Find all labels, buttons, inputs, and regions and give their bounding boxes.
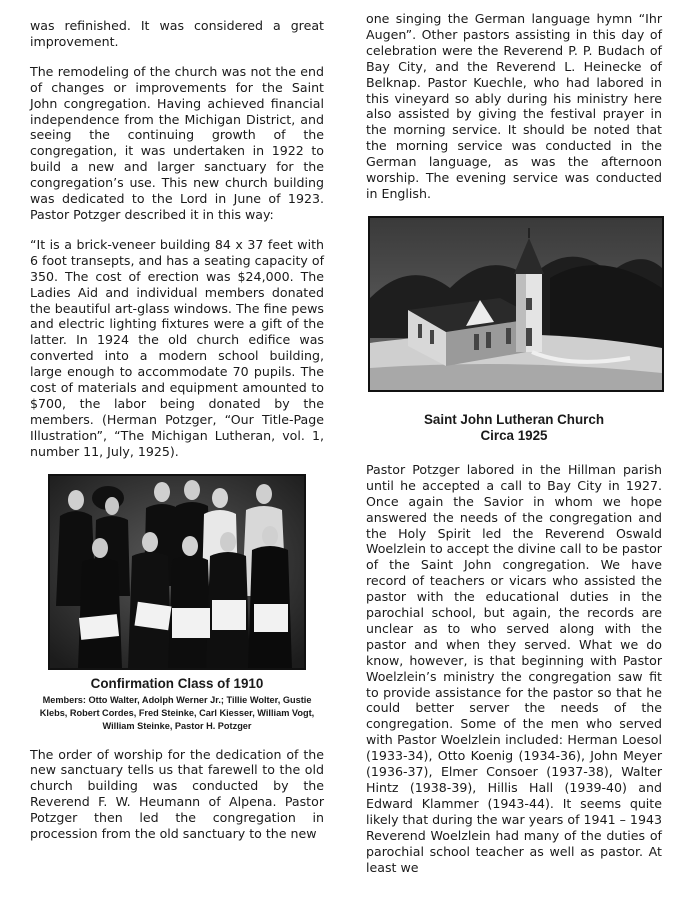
paragraph-dedication-celebration: one singing the German language hymn “Ihr Augen”. Other pastors assisting in this day of celebration were the Reverend P. P. Budach of Bay City, and the Reverend L. Heinecke of Belknap. Pastor Kuechle, who had labored in this vineyard so ably during his ministry here also assisted by giving the festival prayer in the morning service. It should be noted that the morning service was conducted in the German language, as was the afternoon worship. The evening service was conducted in English. [366,11,662,201]
church-caption-title: Saint John Lutheran Church [423,411,605,427]
right-column [366,11,662,889]
paragraph-order-of-worship: The order of worship for the dedication of the new sanctuary tells us that farewell to the old church building was conducted by the Reverend F. W. Heumann of Alpena. Pastor Potzger then led the congregation in procession from the old sanctuary to the new [30,746,324,842]
church-photo-image [370,218,662,390]
church-caption-date: Circa 1925 [480,427,548,443]
photo-caption-title: Confirmation Class of 1910 [90,675,264,691]
confirmation-class-photo-image [50,476,304,668]
quote-potzger-description: “It is a brick-veneer building 84 x 37 feet with 6 foot transepts, and has a seating capacity of 350. The cost of erection was $24,000. The Ladies Aid and individual members donated the beautiful art-glass windows. The fine pews and electric lighting fixtures were a gift of the latter. In 1924 the old church edifice was converted into a modern school building, large enough to accommodate 70 pupils. The cost of materials and equipment amounted to $700, the labor being donated by the members. (Herman Potzger, “Our Title-Page Illustration”, “The Michigan Lutheran, vol. 1, number 11, July, 1925). [30,236,324,459]
paragraph-refinished: was refinished. It was considered a great improvement. [30,18,324,49]
paragraph-remodeling: The remodeling of the church was not the end of changes or improvements for the Saint John congregation. Having achieved financial independence from the Michigan District, and seeing the continuing growth of the congregation, it was undertaken in 1922 to build a new and larger sanctuary for the congregation’s use. This new church building was dedicated to the Lord in June of 1923. Pastor Potzger described it in this way: [30,63,324,222]
paragraph-potzger-woelzlein: Pastor Potzger labored in the Hillman parish until he accepted a call to Bay City in 1927. Once again the Savior in whom we hope answered the needs of the congregation and the Holy Spirit led the Reverend Oswald Woelzlein to accept the divine call to be pastor of the Saint John congregation. We have record of teachers or vicars who assisted the pastor with the educational duties in the parochial school, but again, the records are unclear as to who served along with the pastor and when they served. What we do know, however, is that beginning with Pastor Woelzlein’s ministry the congregation saw fit to provide assistance for the pastor so that he could better server the needs of the congregation. Some of the men who served with Pastor Woelzlein included: Herman Loesol (1933-34), Otto Koenig (1934-36), John Meyer (1936-37), Elmer Consoer (1937-38), Walter Hintz (1938-39), Hillis Hall (1939-40) and Edward Klammer (1943-44). It seems quite likely that during the war years of 1941 – 1943 Reverend Woelzlein had many of the duties of parochial school teacher as well as pastor. At least we [366,461,662,875]
church-photo-caption [366,412,662,444]
photo-caption-members: Members: Otto Walter, Adolph Werner Jr.; Tillie Wolter, Gustie Klebs, Robert Cordes, Fred Steinke, Carl Kiesser, William Vogt, William Steinke, Pastor H. Potzger [39,694,315,731]
left-column [30,18,324,856]
confirmation-class-photo [48,474,306,670]
confirmation-class-caption [30,676,324,733]
church-photo [368,216,664,392]
